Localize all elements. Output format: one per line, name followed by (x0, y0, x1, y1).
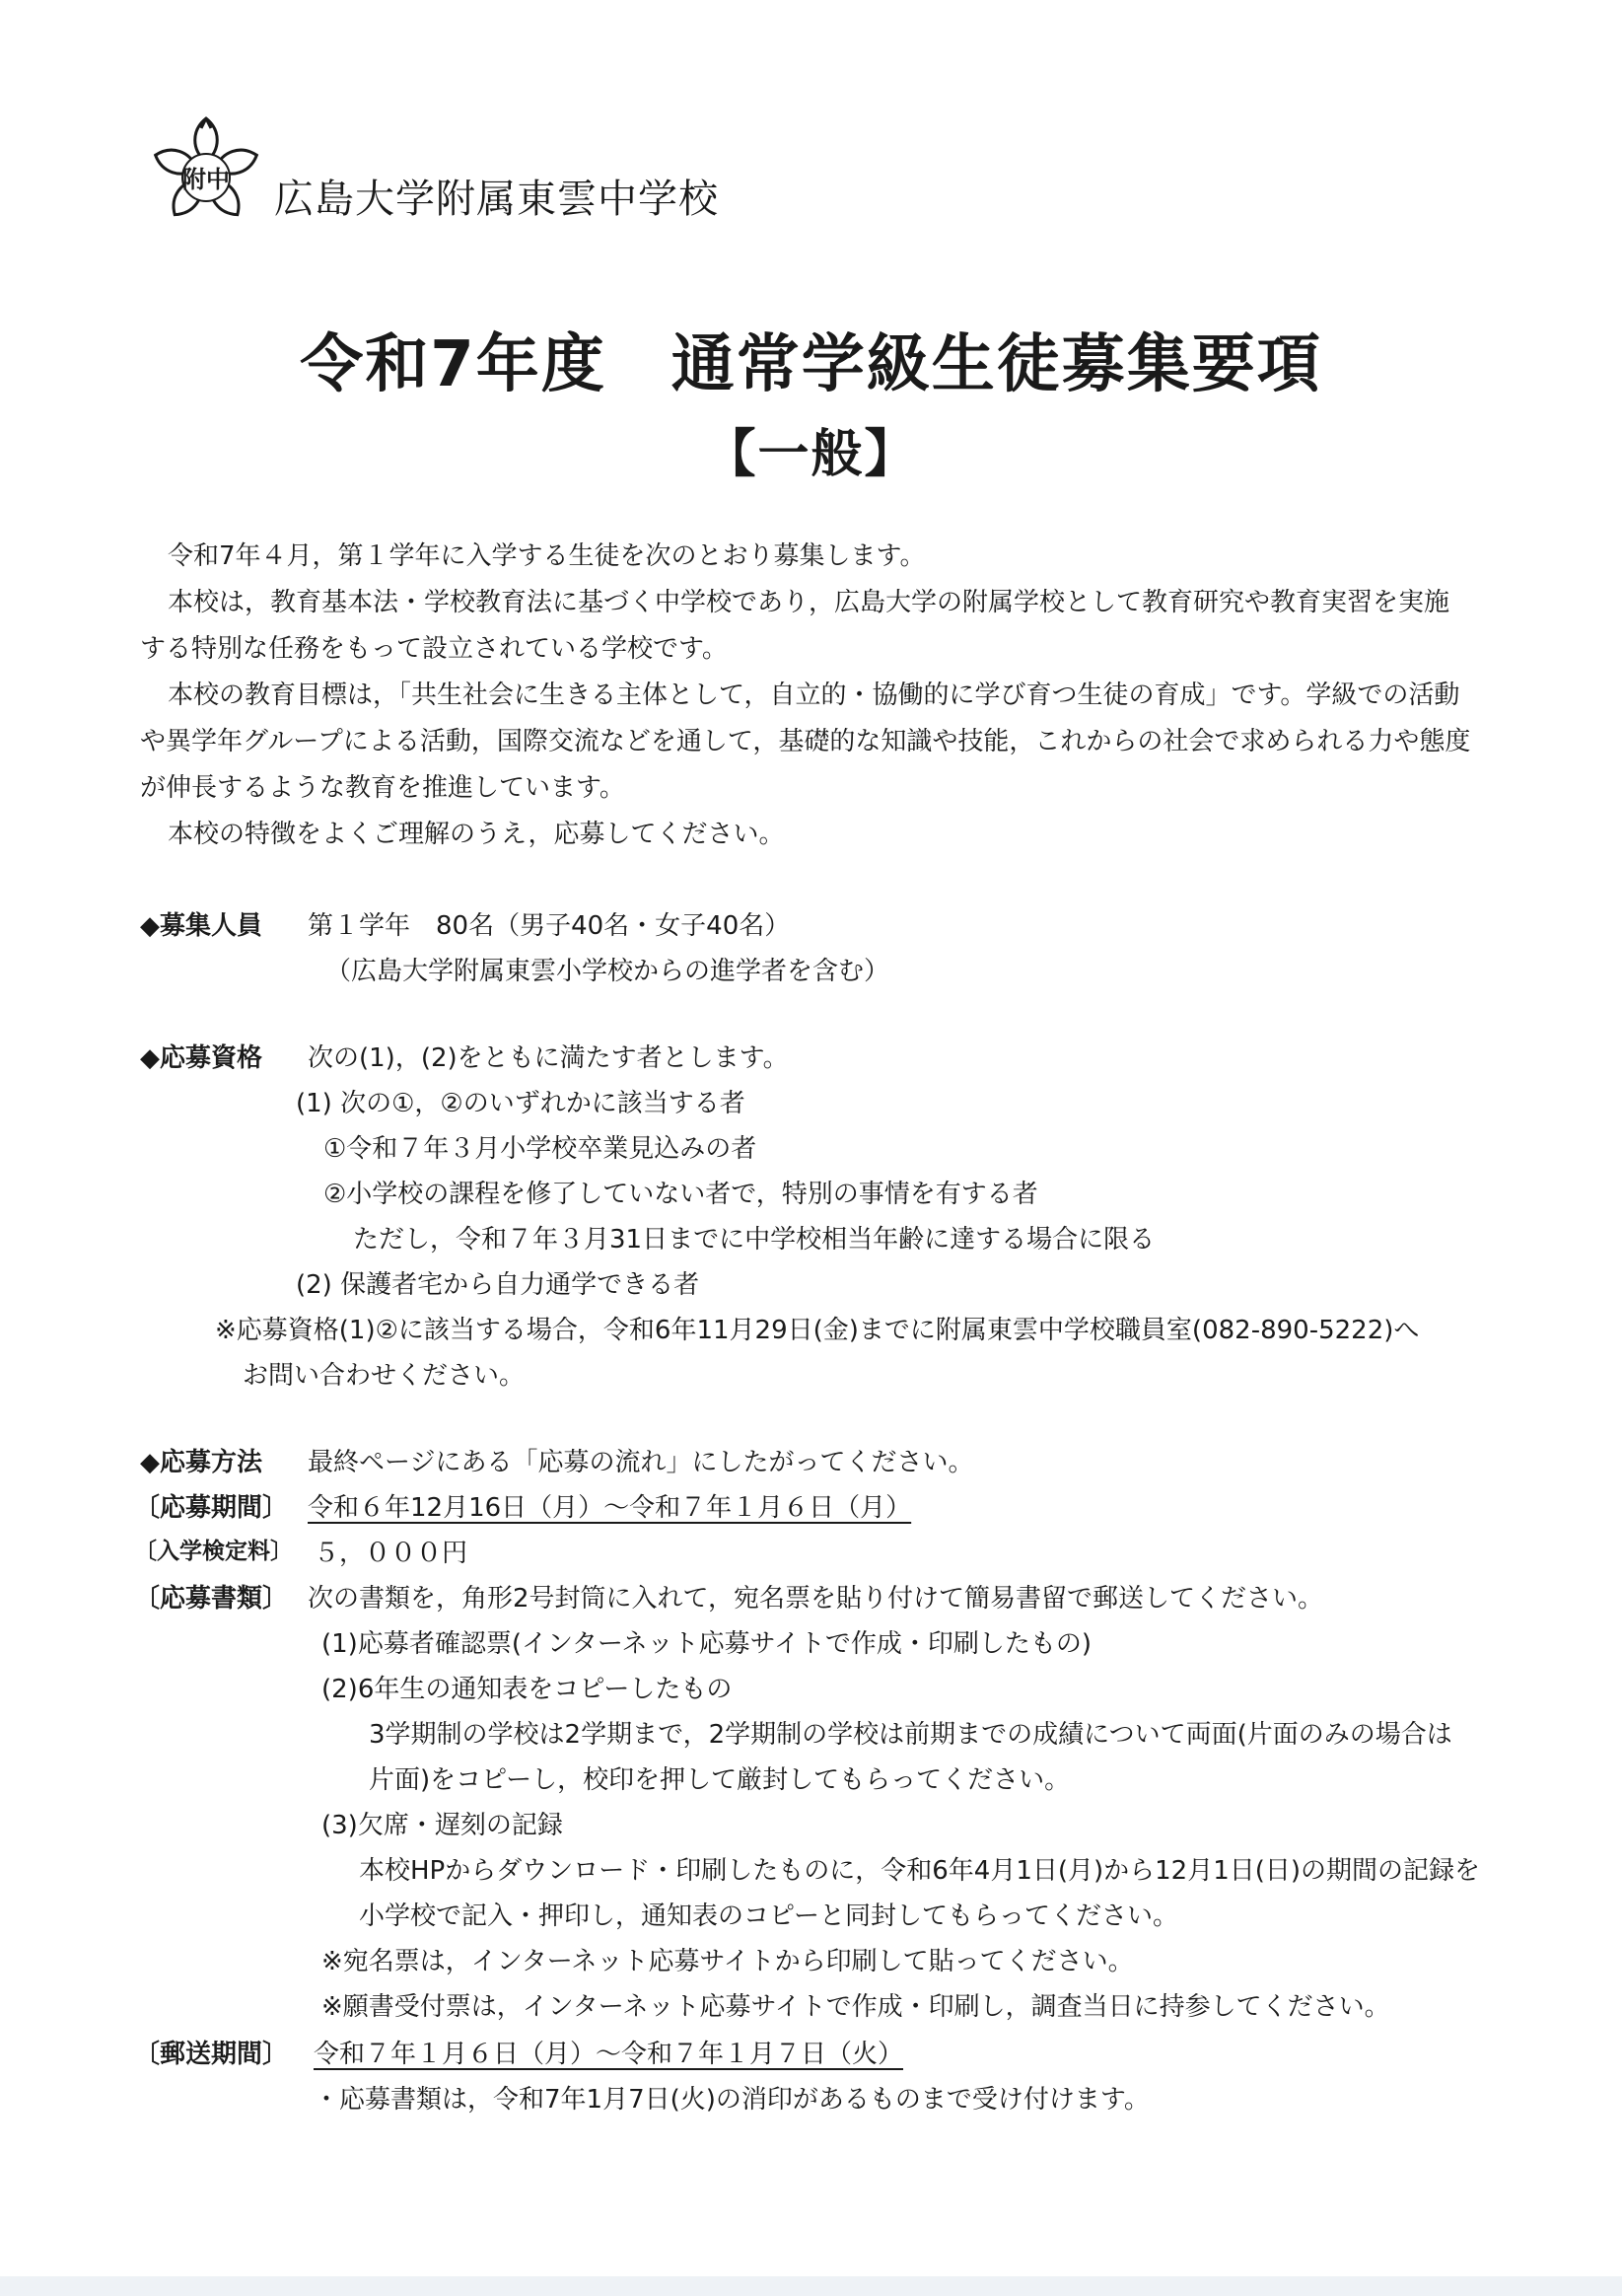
eligibility-item-1: (1) 次の①，②のいずれかに該当する者 (296, 1089, 745, 1118)
eligibility-item-1a: ①令和７年３月小学校卒業見込みの者 (323, 1134, 757, 1164)
period-label: 〔応募期間〕 (134, 1493, 289, 1523)
intro-line-1: 令和7年４月，第１学年に入学する生徒を次のとおり募集します。 (168, 541, 926, 571)
period-value: 令和６年12月16日（月）～令和７年１月６日（月） (308, 1493, 912, 1523)
documents-item-1: (1)応募者確認票(インターネット応募サイトで作成・印刷したもの) (321, 1629, 1092, 1659)
eligibility-note-2: お問い合わせください。 (243, 1361, 526, 1391)
documents-note-1: ※宛名票は，インターネット応募サイトから印刷して貼ってください。 (321, 1947, 1134, 1976)
school-name: 広島大学附属東雲中学校 (274, 177, 719, 222)
mailing-note: ・応募書類は，令和7年1月7日(火)の消印があるものまで受け付けます。 (314, 2085, 1150, 2115)
documents-item-3: (3)欠席・遅刻の記録 (321, 1811, 563, 1840)
intro-line-5: や異学年グループによる活動，国際交流などを通して，基礎的な知識や技能，これからの社会で求められる力や態度 (140, 727, 1471, 756)
logo-text: 附中 (182, 166, 230, 193)
intro-line-4: 本校の教育目標は，「共生社会に生きる主体として，自立的・協働的に学び育つ生徒の育成」です。学級での活動 (168, 681, 1460, 710)
fee-label: 〔入学検定料〕 (134, 1539, 293, 1564)
documents-item-2-note-2: 片面)をコピーし，校印を押して厳封してもらってください。 (369, 1765, 1071, 1795)
fee-value: ５，０００円 (314, 1539, 468, 1568)
recruit-label: ◆募集人員 (140, 911, 262, 941)
intro-line-6: が伸長するような教育を推進しています。 (140, 773, 625, 803)
page-bottom-edge (0, 2276, 1622, 2296)
cherry-blossom-emblem-icon (142, 110, 270, 234)
mailing-value: 令和７年１月６日（月）～令和７年１月７日（火） (314, 2040, 904, 2069)
eligibility-note-1: ※応募資格(1)②に該当する場合，令和6年11月29日(金)までに附属東雲中学校職員室(082-890-5222)へ (215, 1316, 1420, 1345)
method-label: ◆応募方法 (140, 1448, 262, 1477)
intro-line-3: する特別な任務をもって設立されている学校です。 (140, 634, 728, 664)
documents-item-2: (2)6年生の通知表をコピーしたもの (321, 1675, 733, 1704)
recruit-value: 第１学年 80名（男子40名・女子40名） (308, 911, 791, 941)
eligibility-item-1b-note: ただし，令和７年３月31日までに中学校相当年齢に達する場合に限る (353, 1225, 1156, 1255)
intro-line-7: 本校の特徴をよくご理解のうえ，応募してください。 (168, 820, 785, 849)
eligibility-label: ◆応募資格 (140, 1043, 262, 1073)
intro-line-2: 本校は，教育基本法・学校教育法に基づく中学校であり，広島大学の附属学校として教育研究や教育実習を実施 (168, 588, 1450, 617)
eligibility-item-2: (2) 保護者宅から自力通学できる者 (296, 1270, 700, 1300)
method-value: 最終ページにある「応募の流れ」にしたがってください。 (308, 1448, 974, 1477)
documents-item-3-note-2: 小学校で記入・押印し，通知表のコピーと同封してもらってください。 (359, 1901, 1178, 1931)
documents-intro: 次の書類を，角形2号封筒に入れて，宛名票を貼り付けて簡易書留で郵送してください。 (308, 1584, 1324, 1614)
recruit-note: （広島大学附属東雲小学校からの進学者を含む） (325, 957, 890, 986)
mailing-label: 〔郵送期間〕 (134, 2040, 289, 2069)
documents-note-2: ※願書受付票は，インターネット応募サイトで作成・印刷し，調査当日に持参してください。 (321, 1992, 1390, 2022)
eligibility-intro: 次の(1)，(2)をともに満たす者とします。 (308, 1043, 789, 1073)
school-logo (142, 110, 270, 234)
documents-item-3-note-1: 本校HPからダウンロード・印刷したものに，令和6年4月1日(月)から12月1日(日)の期間の記録を (359, 1856, 1481, 1886)
documents-label: 〔応募書類〕 (134, 1584, 289, 1614)
page-subtitle: 【一般】 (704, 425, 918, 484)
eligibility-item-1b: ②小学校の課程を修了していない者で，特別の事情を有する者 (323, 1180, 1038, 1209)
page-title: 令和7年度 通常学級生徒募集要項 (300, 328, 1322, 401)
documents-item-2-note-1: 3学期制の学校は2学期まで，2学期制の学校は前期までの成績について両面(片面のみの場合は (369, 1720, 1452, 1750)
